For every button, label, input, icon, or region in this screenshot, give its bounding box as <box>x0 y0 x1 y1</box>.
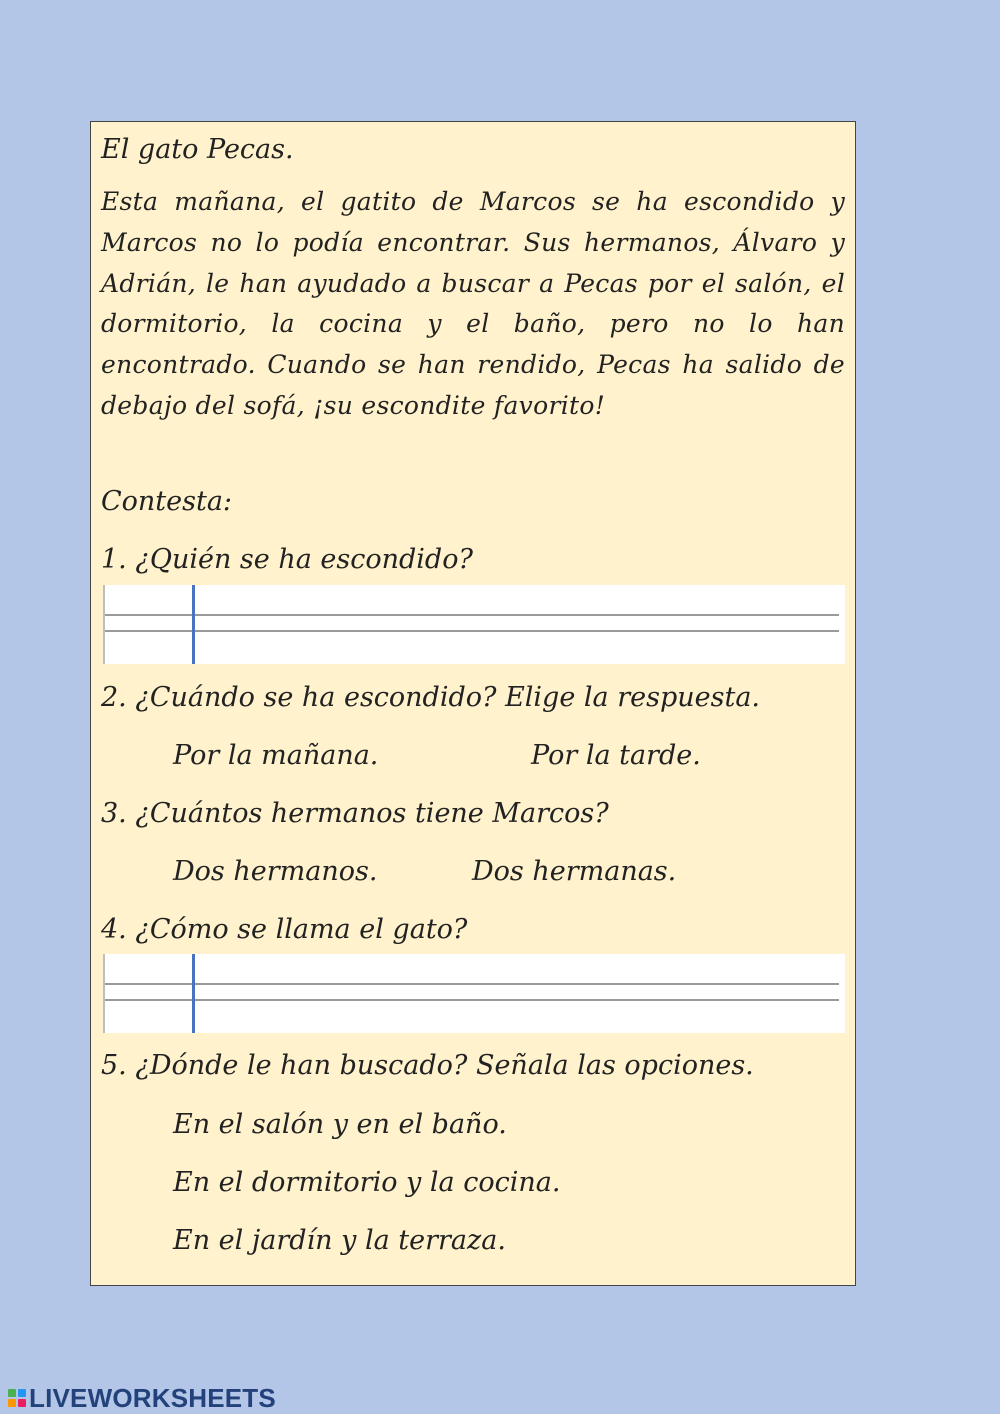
question-3: 3. ¿Cuántos hermanos tiene Marcos? <box>101 798 609 829</box>
logo-square <box>8 1389 16 1397</box>
option-salon-bano[interactable]: En el salón y en el baño. <box>173 1109 507 1140</box>
margin-line <box>103 954 105 1033</box>
option-por-la-tarde[interactable]: Por la tarde. <box>531 740 701 771</box>
question-4: 4. ¿Cómo se llama el gato? <box>101 914 468 945</box>
question-1: 1. ¿Quién se ha escondido? <box>101 544 473 575</box>
liveworksheets-logo <box>8 1383 276 1413</box>
option-dormitorio-cocina[interactable]: En el dormitorio y la cocina. <box>173 1167 561 1198</box>
logo-square <box>18 1399 26 1407</box>
logo-text: LIVEWORKSHEETS <box>29 1382 276 1413</box>
logo-square <box>8 1399 16 1407</box>
option-por-la-manana[interactable]: Por la mañana. <box>173 740 379 771</box>
answer-line-4 <box>103 954 845 1033</box>
worksheet-card <box>90 121 856 1286</box>
instruction-label: Contesta: <box>101 486 233 517</box>
margin-line-blue <box>192 954 195 1033</box>
answer-input-4[interactable] <box>201 970 835 1012</box>
margin-line <box>103 585 105 664</box>
question-2: 2. ¿Cuándo se ha escondido? Elige la respuesta. <box>101 682 760 713</box>
worksheet-title: El gato Pecas. <box>101 134 294 165</box>
logo-mark-icon <box>8 1389 26 1407</box>
answer-line-1 <box>103 585 845 664</box>
option-dos-hermanos[interactable]: Dos hermanos. <box>173 856 378 887</box>
margin-line-blue <box>192 585 195 664</box>
option-dos-hermanas[interactable]: Dos hermanas. <box>472 856 677 887</box>
question-5: 5. ¿Dónde le han buscado? Señala las opciones. <box>101 1050 754 1081</box>
logo-square <box>18 1389 26 1397</box>
option-jardin-terraza[interactable]: En el jardín y la terraza. <box>173 1225 506 1256</box>
story-paragraph: Esta mañana, el gatito de Marcos se ha escondido y Marcos no lo podía encontrar. Sus hermanos, Álvaro y Adrián, le han ayudado a buscar a Pecas por el salón, el dormitorio, la cocina y el baño, pero no lo han encontrado. Cuando se han rendido, Pecas ha salido de debajo del sofá, ¡su escondite favorito! <box>101 187 845 420</box>
answer-input-1[interactable] <box>201 601 835 643</box>
